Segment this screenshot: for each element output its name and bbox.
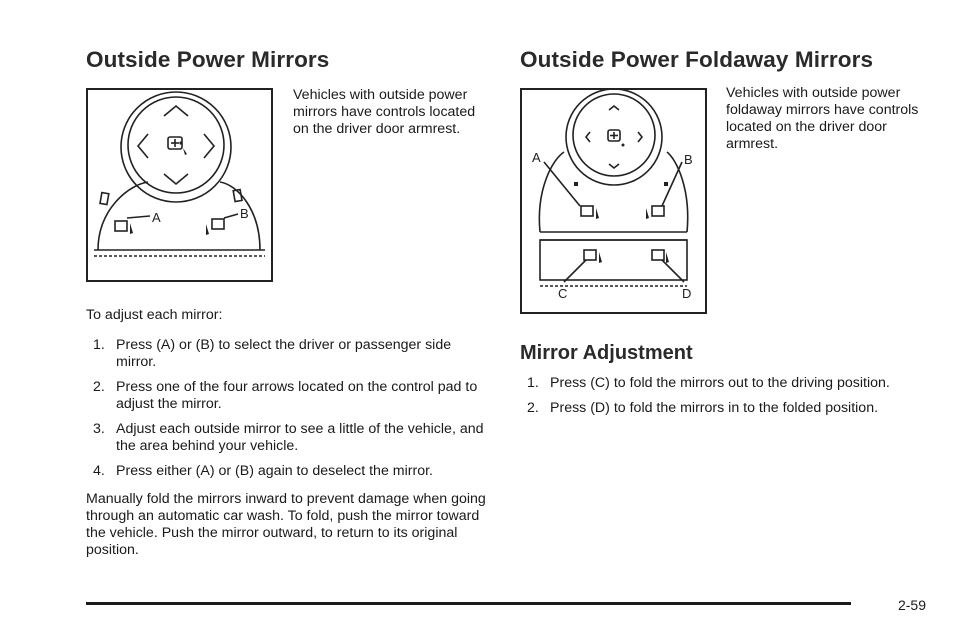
subsection-title-mirror-adjustment: Mirror Adjustment (520, 342, 693, 364)
list-item: 2. Press (D) to fold the mirrors in to the folded position. (527, 400, 879, 416)
figure-label-d: D (682, 286, 692, 301)
page-number: 2-59 (897, 597, 926, 613)
adjust-steps-list (86, 337, 491, 488)
section-title-outside-power-mirrors: Outside Power Mirrors (86, 47, 330, 72)
intro-paragraph: Vehicles with outside power mirrors have controls located on the driver door armrest. (293, 87, 476, 137)
list-item: 1. Press (A) or (B) to select the driver or passenger side mirror. (93, 337, 452, 370)
foldaway-mirror-control-illustration (522, 90, 705, 312)
list-item: 1. Press (C) to fold the mirrors out to the driving position. (527, 375, 890, 391)
figure-label-c: C (558, 286, 568, 301)
foldaway-mirror-control-figure (520, 88, 707, 314)
power-mirror-control-figure (86, 88, 273, 282)
power-mirror-control-illustration (88, 90, 271, 280)
footer-rule (86, 602, 851, 605)
figure-label-b: B (684, 152, 693, 167)
intro-paragraph: Vehicles with outside power foldaway mirrors have controls located on the driver door armrest. (726, 85, 919, 152)
list-item: 2. Press one of the four arrows located on the control pad to adjust the mirror. (93, 379, 478, 412)
figure-label-b: B (240, 206, 249, 221)
figure-label-a: A (152, 210, 161, 225)
closing-paragraph: Manually fold the mirrors inward to prevent damage when going through an automatic car wash. To fold, push the mirror toward the vehicle. Push the mirror outward, to return to its original position. (86, 491, 486, 558)
list-item: 4. Press either (A) or (B) again to deselect the mirror. (93, 463, 433, 479)
adjust-lead-text: To adjust each mirror: (86, 307, 223, 323)
section-title-foldaway-mirrors: Outside Power Foldaway Mirrors (520, 47, 874, 72)
figure-label-a: A (532, 150, 541, 165)
list-item: 3. Adjust each outside mirror to see a little of the vehicle, and the area behind your vehicle. (93, 421, 484, 454)
foldaway-steps-list (520, 375, 900, 425)
